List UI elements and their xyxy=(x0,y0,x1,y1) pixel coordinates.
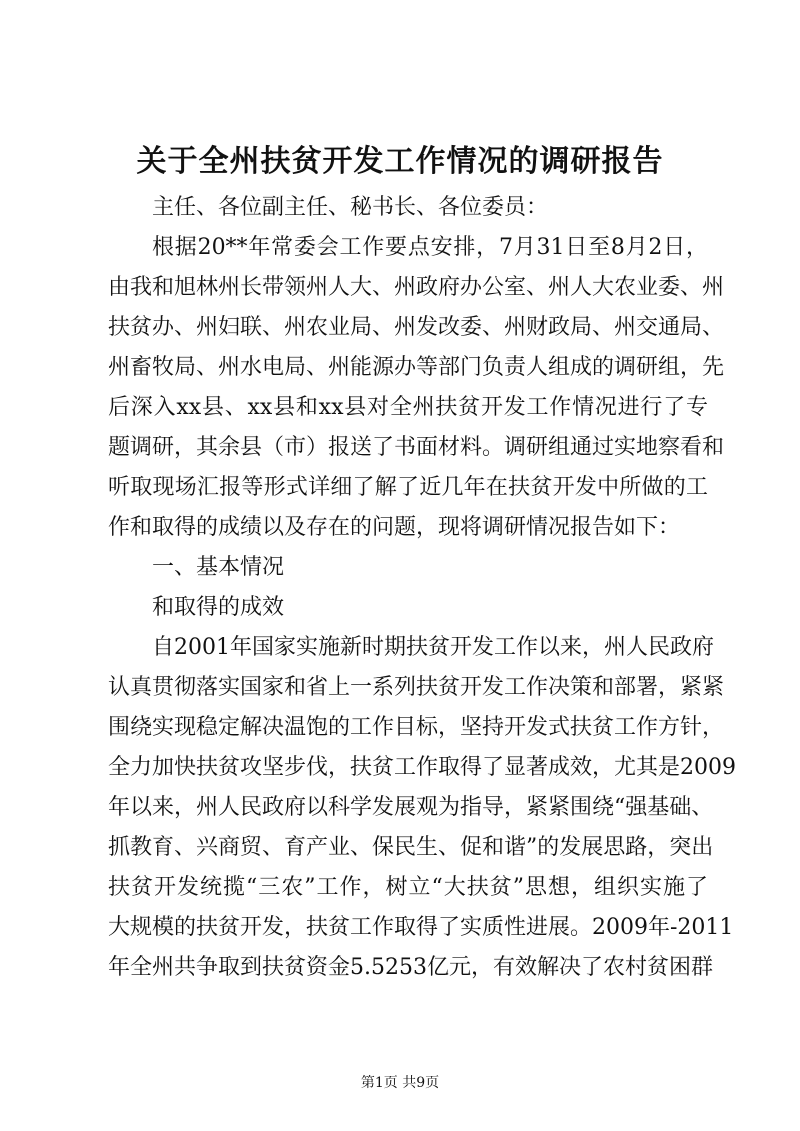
document-body xyxy=(108,188,736,988)
text-line: 和取得的成效 xyxy=(152,595,285,620)
text-line: 围绕实现稳定解决温饱的工作目标，坚持开发式扶贫工作方针， xyxy=(108,715,725,740)
text-line: 年以来，州人民政府以科学发展观为指导，紧紧围绕“强基础、 xyxy=(108,795,714,820)
text-line: 一、基本情况 xyxy=(152,555,285,580)
text-line: 自2001年国家实施新时期扶贫开发工作以来，州人民政府 xyxy=(152,635,714,660)
page-footer: 第1页 共9页 xyxy=(360,1075,440,1091)
text-line: 听取现场汇报等形式详细了解了近几年在扶贫开发中所做的工 xyxy=(108,475,708,500)
text-line: 抓教育、兴商贸、育产业、保民生、促和谐”的发展思路，突出 xyxy=(108,835,714,860)
text-line: 州畜牧局、州水电局、州能源办等部门负责人组成的调研组，先 xyxy=(108,355,725,380)
text-line: 大规模的扶贫开发，扶贫工作取得了实质性进展。2009年-2011 xyxy=(108,915,734,940)
text-line: 年全州共争取到扶贫资金5.5253亿元，有效解决了农村贫困群 xyxy=(108,955,713,980)
text-line: 扶贫开发统揽“三农”工作，树立“大扶贫”思想，组织实施了 xyxy=(108,875,708,900)
text-line: 扶贫办、州妇联、州农业局、州发改委、州财政局、州交通局、 xyxy=(108,315,725,340)
text-line: 作和取得的成绩以及存在的问题，现将调研情况报告如下： xyxy=(108,515,681,540)
text-line: 全力加快扶贫攻坚步伐，扶贫工作取得了显著成效，尤其是2009 xyxy=(108,755,736,780)
text-line: 认真贯彻落实国家和省上一系列扶贫开发工作决策和部署，紧紧 xyxy=(108,675,725,700)
text-line: 后深入xx县、xx县和xx县对全州扶贫开发工作情况进行了专 xyxy=(108,395,708,420)
text-line: 题调研，其余县（市）报送了书面材料。调研组通过实地察看和 xyxy=(108,435,725,460)
document-title: 关于全州扶贫开发工作情况的调研报告 xyxy=(136,144,664,179)
text-line: 根据20**年常委会工作要点安排，7月31日至8月2日， xyxy=(152,235,708,260)
text-line: 主任、各位副主任、秘书长、各位委员： xyxy=(152,195,549,220)
text-line: 由我和旭林州长带领州人大、州政府办公室、州人大农业委、州 xyxy=(108,275,725,300)
